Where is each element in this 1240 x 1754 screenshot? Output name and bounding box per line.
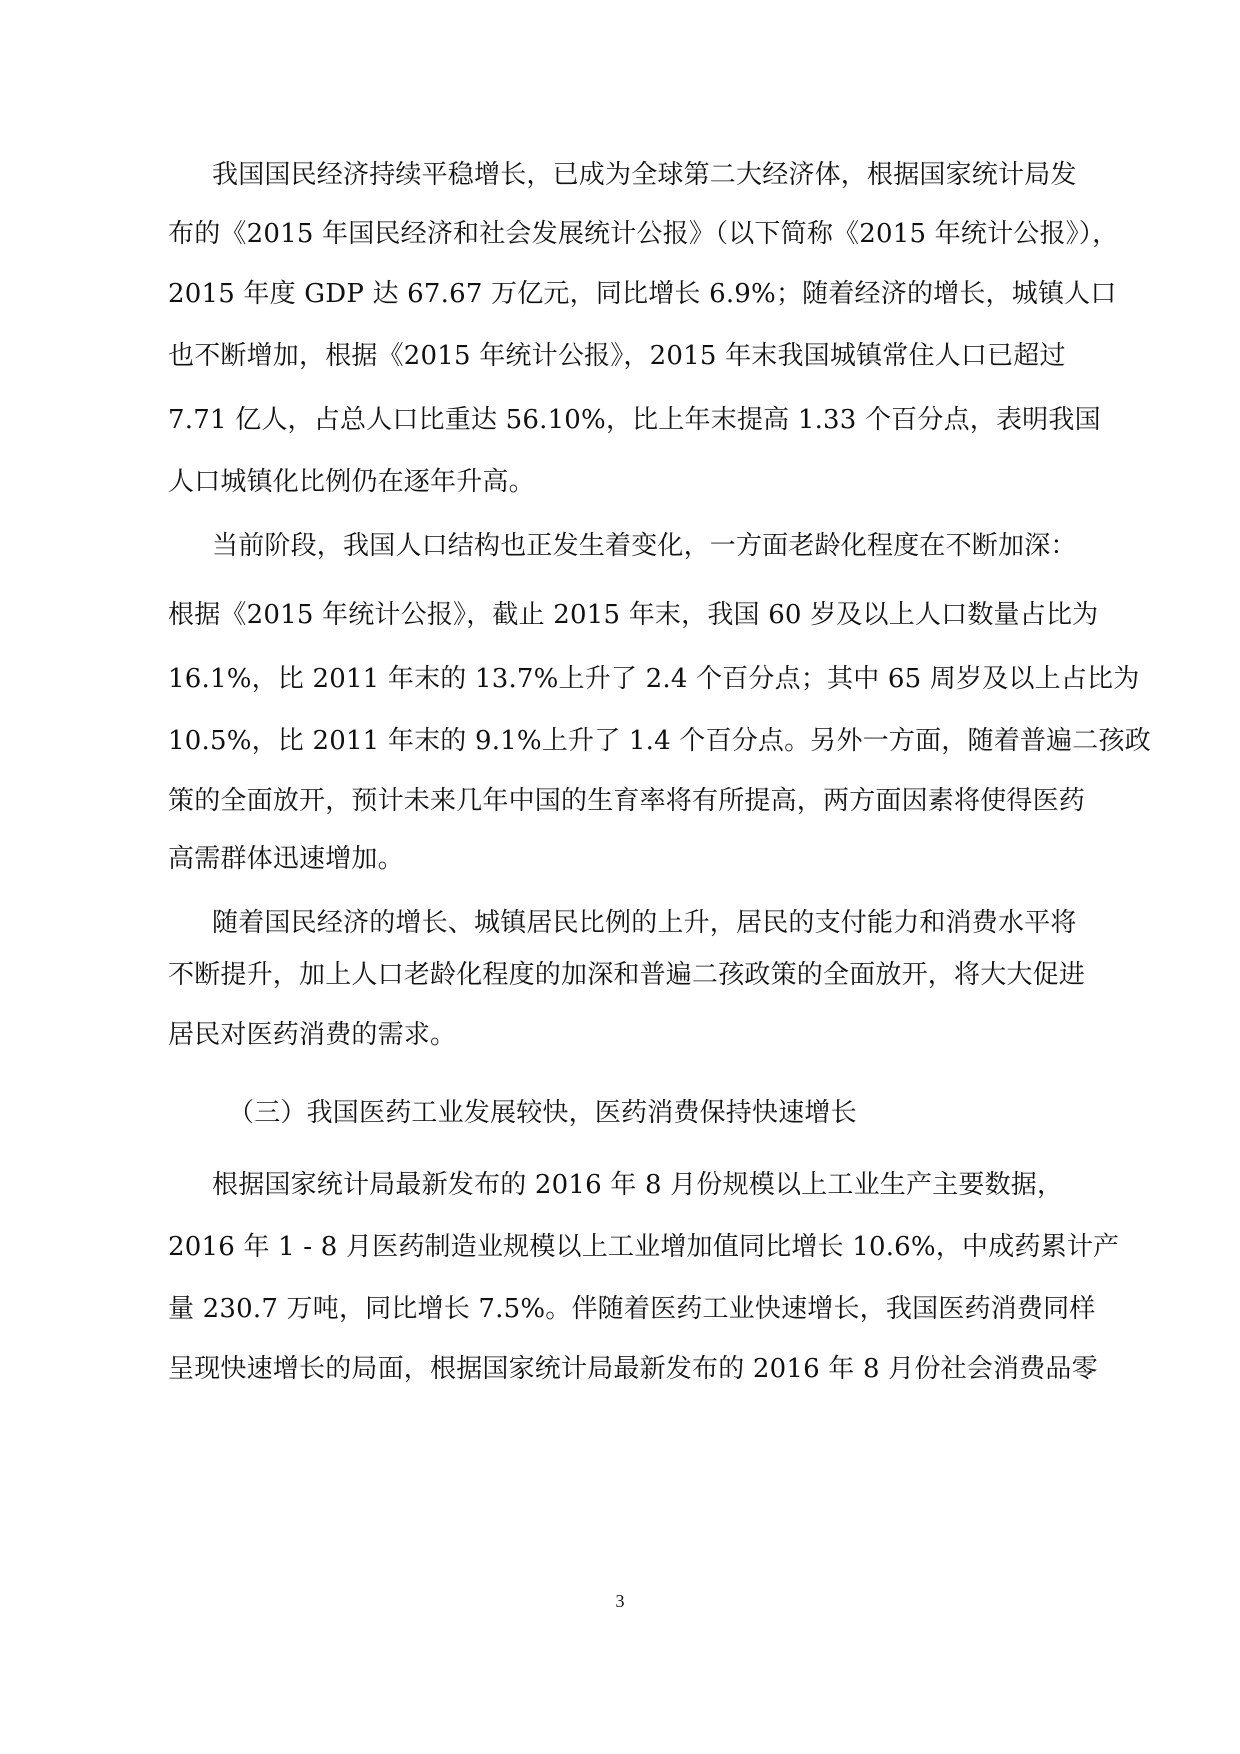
- paragraph-line: 人口城镇化比例仍在逐年升高。: [168, 467, 535, 497]
- paragraph-line: 当前阶段，我国人口结构也正发生着变化，一方面老龄化程度在不断加深：: [212, 531, 1077, 561]
- page-number: 3: [615, 1591, 625, 1611]
- paragraph-line: 策的全面放开，预计未来几年中国的生育率将有所提高，两方面因素将使得医药: [168, 786, 1086, 816]
- paragraph-line: 居民对医药消费的需求。: [168, 1020, 457, 1050]
- paragraph-line: 根据国家统计局最新发布的 2016 年 8 月份规模以上工业生产主要数据，: [212, 1170, 1064, 1200]
- paragraph-line: 量 230.7 万吨，同比增长 7.5%。伴随着医药工业快速增长，我国医药消费同样: [168, 1294, 1096, 1324]
- paragraph-line: 2016 年 1 - 8 月医药制造业规模以上工业增加值同比增长 10.6%，中成药累计产: [168, 1232, 1120, 1262]
- paragraph-line: 10.5%，比 2011 年末的 9.1%上升了 1.4 个百分点。另外一方面，随着普遍二孩政: [168, 726, 1151, 756]
- paragraph-line: 16.1%，比 2011 年末的 13.7%上升了 2.4 个百分点；其中 65 周岁及以上占比为: [168, 664, 1140, 694]
- paragraph-line: 7.71 亿人，占总人口比重达 56.10%，比上年末提高 1.33 个百分点，表明我国: [168, 405, 1101, 435]
- paragraph-line: 根据《2015 年统计公报》，截止 2015 年末，我国 60 岁及以上人口数量占比为: [168, 600, 1099, 630]
- paragraph-line: 随着国民经济的增长、城镇居民比例的上升，居民的支付能力和消费水平将: [212, 908, 1077, 938]
- paragraph-line: 布的《2015 年国民经济和社会发展统计公报》（以下简称《2015 年统计公报》），: [168, 219, 1119, 249]
- paragraph-line: 呈现快速增长的局面，根据国家统计局最新发布的 2016 年 8 月份社会消费品零: [168, 1354, 1098, 1384]
- paragraph-line: 2015 年度 GDP 达 67.67 万亿元，同比增长 6.9%；随着经济的增长，城镇人口: [168, 279, 1117, 309]
- paragraph-line: 不断提升，加上人口老龄化程度的加深和普遍二孩政策的全面放开，将大大促进: [168, 960, 1086, 990]
- paragraph-line: 我国国民经济持续平稳增长，已成为全球第二大经济体，根据国家统计局发: [212, 160, 1077, 190]
- paragraph-line: 高需群体迅速增加。: [168, 844, 404, 874]
- section-heading: （三）我国医药工业发展较快，医药消费保持快速增长: [228, 1098, 857, 1128]
- paragraph-line: 也不断增加，根据《2015 年统计公报》，2015 年末我国城镇常住人口已超过: [168, 341, 1066, 371]
